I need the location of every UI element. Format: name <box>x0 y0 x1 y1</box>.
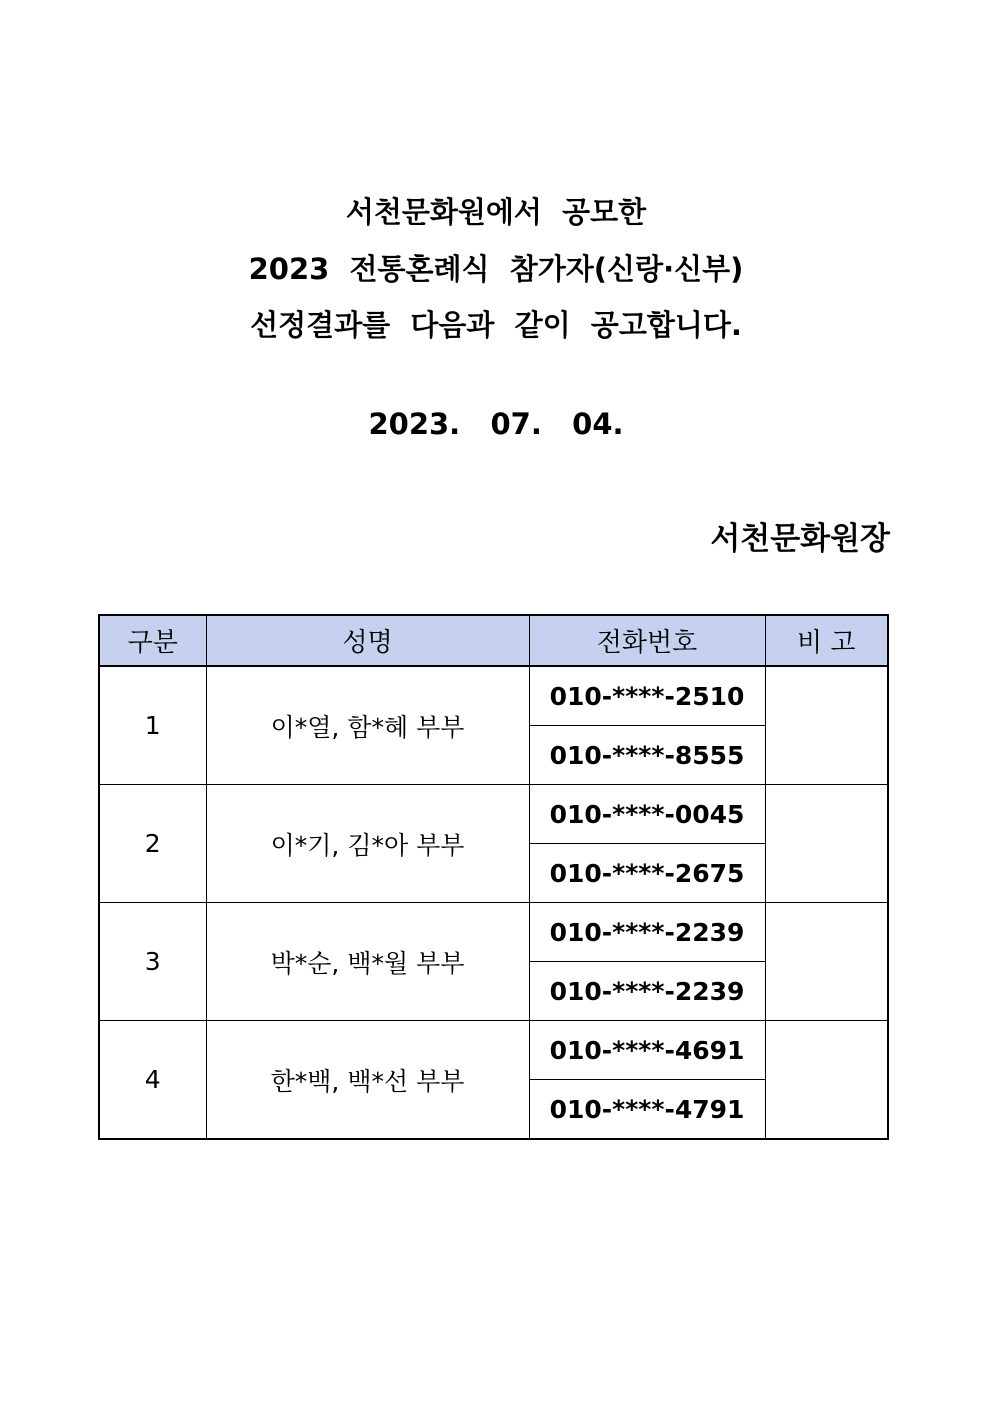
row-names: 이*열, 함*혜 부부 <box>206 666 529 785</box>
row-no: 4 <box>99 1021 206 1140</box>
row-names: 한*백, 백*선 부부 <box>206 1021 529 1140</box>
header-remark: 비 고 <box>765 615 888 666</box>
row-phone: 010-****-0045 <box>529 785 765 844</box>
row-names: 이*기, 김*아 부부 <box>206 785 529 903</box>
table-row <box>99 785 888 844</box>
notice-title-line-1: 서천문화원에서 공모한 <box>345 195 647 229</box>
row-remark <box>765 903 888 1021</box>
notice-title-line-3: 선정결과를 다음과 같이 공고합니다. <box>250 308 742 342</box>
row-phone: 010-****-2239 <box>529 962 765 1021</box>
header-no: 구분 <box>99 615 206 666</box>
row-phone: 010-****-2239 <box>529 903 765 962</box>
table-row <box>99 903 888 962</box>
notice-title-line-2: 2023 전통혼례식 참가자(신랑·신부) <box>248 252 744 286</box>
table-row <box>99 666 888 726</box>
notice-signer: 서천문화원장 <box>710 521 890 557</box>
row-phone: 010-****-4791 <box>529 1080 765 1140</box>
row-remark <box>765 785 888 903</box>
header-names: 성명 <box>206 615 529 666</box>
row-phone: 010-****-2675 <box>529 844 765 903</box>
row-phone: 010-****-8555 <box>529 726 765 785</box>
row-names: 박*순, 백*월 부부 <box>206 903 529 1021</box>
notice-date: 2023. 07. 04. <box>368 407 624 441</box>
row-no: 1 <box>99 666 206 785</box>
row-no: 2 <box>99 785 206 903</box>
row-remark <box>765 1021 888 1140</box>
header-phone: 전화번호 <box>529 615 765 666</box>
row-phone: 010-****-2510 <box>529 666 765 726</box>
row-no: 3 <box>99 903 206 1021</box>
selection-result-table <box>98 614 889 1140</box>
table-header-row <box>99 615 888 666</box>
row-phone: 010-****-4691 <box>529 1021 765 1080</box>
table-row <box>99 1021 888 1080</box>
row-remark <box>765 666 888 785</box>
